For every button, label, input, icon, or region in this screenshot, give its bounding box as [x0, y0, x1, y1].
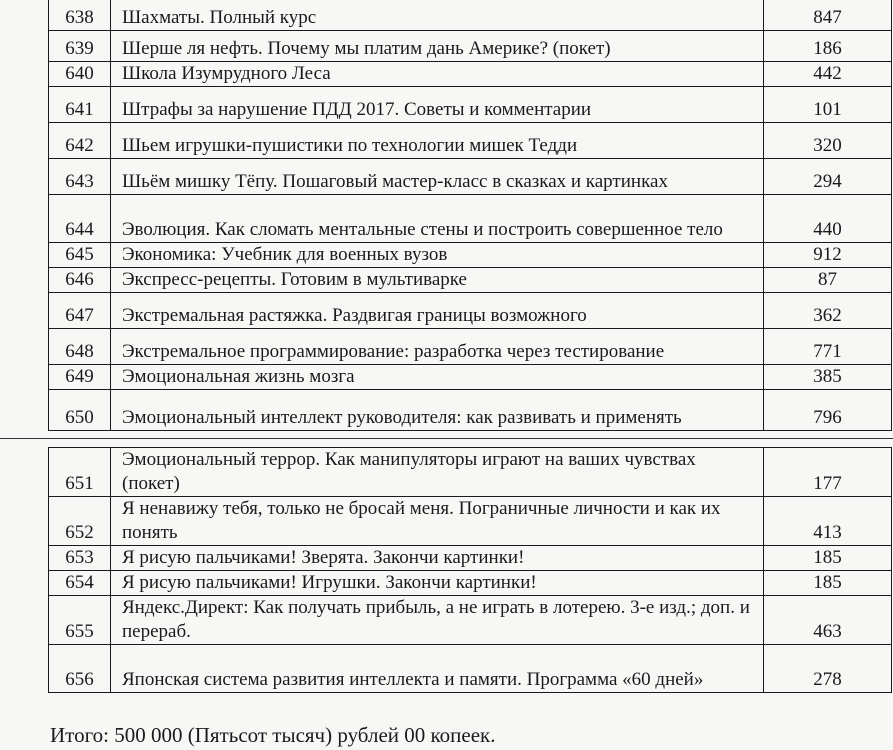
book-title: Шахматы. Полный курс [111, 0, 764, 30]
book-title: Яндекс.Директ: Как получать прибыль, а не играть в лотерею. 3-е изд.; доп. и перераб. [111, 596, 764, 645]
book-price: 177 [764, 448, 892, 497]
table-row [49, 448, 892, 497]
table-row [49, 645, 892, 693]
book-price: 413 [764, 497, 892, 546]
row-number: 644 [49, 194, 111, 242]
table-row [49, 389, 892, 430]
row-number: 646 [49, 267, 111, 292]
row-number: 638 [49, 0, 111, 30]
row-number: 654 [49, 571, 111, 596]
row-number: 655 [49, 596, 111, 645]
row-number: 652 [49, 497, 111, 546]
row-number: 641 [49, 86, 111, 122]
book-price: 796 [764, 389, 892, 430]
book-title: Я ненавижу тебя, только не бросай меня. Пограничные личности и как их понять [111, 497, 764, 546]
book-title: Шерше ля нефть. Почему мы платим дань Америке? (покет) [111, 30, 764, 61]
table-row [49, 571, 892, 596]
book-title: Эволюция. Как сломать ментальные стены и построить совершенное тело [111, 194, 764, 242]
table-row [49, 158, 892, 194]
book-title: Штрафы за нарушение ПДД 2017. Советы и комментарии [111, 86, 764, 122]
table-row [49, 292, 892, 328]
price-table-page2 [48, 447, 892, 693]
book-title: Эмоциональная жизнь мозга [111, 364, 764, 389]
row-number: 643 [49, 158, 111, 194]
row-number: 645 [49, 242, 111, 267]
book-title: Эмоциональный террор. Как манипуляторы играют на ваших чувствах (покет) [111, 448, 764, 497]
book-price: 278 [764, 645, 892, 693]
book-title: Шьём мишку Тёпу. Пошаговый мастер-класс в сказках и картинках [111, 158, 764, 194]
book-title: Я рисую пальчиками! Зверята. Закончи картинки! [111, 546, 764, 571]
book-price: 320 [764, 122, 892, 158]
row-number: 642 [49, 122, 111, 158]
table-row [49, 194, 892, 242]
table-row [49, 546, 892, 571]
row-number: 640 [49, 61, 111, 86]
page-break-line [0, 438, 893, 439]
book-price: 463 [764, 596, 892, 645]
row-number: 647 [49, 292, 111, 328]
price-table-page1 [48, 0, 892, 431]
book-price: 385 [764, 364, 892, 389]
book-price: 442 [764, 61, 892, 86]
row-number: 653 [49, 546, 111, 571]
book-price: 362 [764, 292, 892, 328]
table-row [49, 86, 892, 122]
table-row [49, 122, 892, 158]
row-number: 651 [49, 448, 111, 497]
table-row [49, 267, 892, 292]
book-title: Эмоциональный интеллект руководителя: как развивать и применять [111, 389, 764, 430]
table-row [49, 242, 892, 267]
book-title: Экстремальная растяжка. Раздвигая границы возможного [111, 292, 764, 328]
book-title: Японская система развития интеллекта и памяти. Программа «60 дней» [111, 645, 764, 693]
total-amount: Итого: 500 000 (Пятьсот тысяч) рублей 00 копеек. [50, 723, 496, 747]
table-row [49, 61, 892, 86]
book-title: Шьем игрушки-пушистики по технологии мишек Тедди [111, 122, 764, 158]
book-price: 186 [764, 30, 892, 61]
book-title: Экстремальное программирование: разработка через тестирование [111, 328, 764, 364]
table-row [49, 0, 892, 30]
book-title: Экономика: Учебник для военных вузов [111, 242, 764, 267]
table-row [49, 497, 892, 546]
book-price: 87 [764, 267, 892, 292]
book-title: Школа Изумрудного Леса [111, 61, 764, 86]
row-number: 656 [49, 645, 111, 693]
table-row [49, 30, 892, 61]
row-number: 650 [49, 389, 111, 430]
book-title: Я рисую пальчиками! Игрушки. Закончи картинки! [111, 571, 764, 596]
table-row [49, 364, 892, 389]
table-row [49, 328, 892, 364]
book-price: 847 [764, 0, 892, 30]
book-price: 771 [764, 328, 892, 364]
book-price: 294 [764, 158, 892, 194]
table-row [49, 596, 892, 645]
row-number: 639 [49, 30, 111, 61]
row-number: 648 [49, 328, 111, 364]
book-price: 440 [764, 194, 892, 242]
book-price: 185 [764, 571, 892, 596]
book-price: 912 [764, 242, 892, 267]
row-number: 649 [49, 364, 111, 389]
book-price: 185 [764, 546, 892, 571]
book-title: Экспресс-рецепты. Готовим в мультиварке [111, 267, 764, 292]
book-price: 101 [764, 86, 892, 122]
